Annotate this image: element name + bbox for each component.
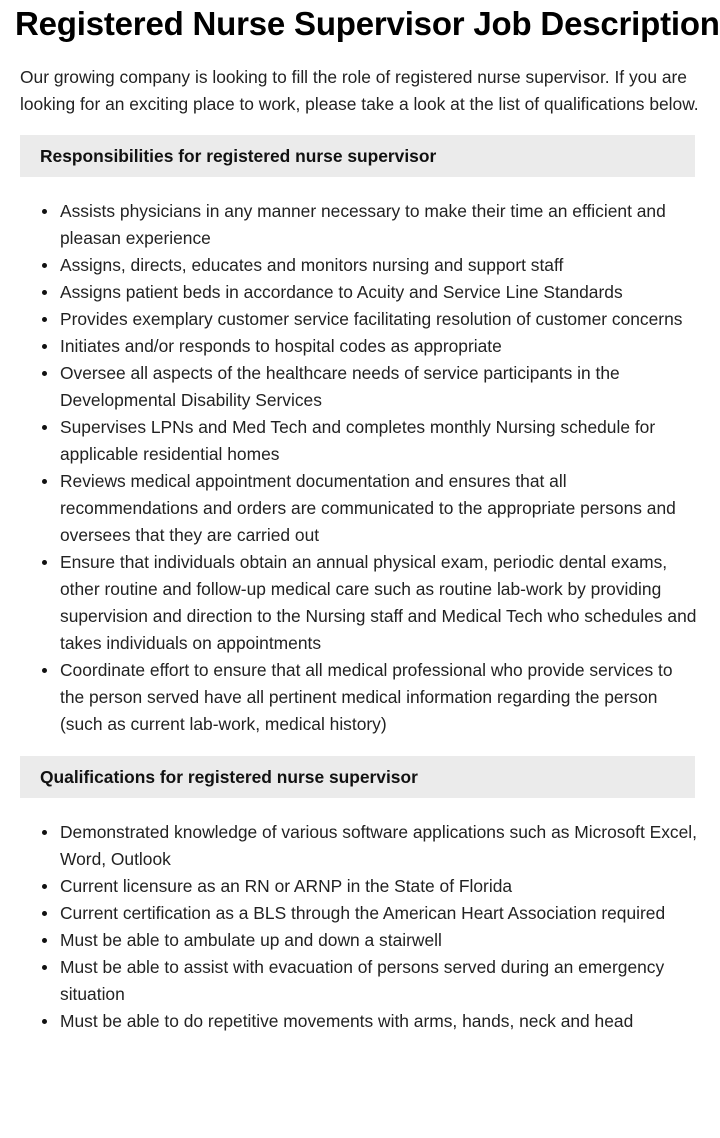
qualifications-heading: Qualifications for registered nurse supervisor [20, 756, 695, 798]
list-item: Assists physicians in any manner necessary to make their time an efficient and pleasan experience [60, 198, 700, 252]
list-item: Ensure that individuals obtain an annual physical exam, periodic dental exams, other routine and follow-up medical care such as routine lab-work by providing supervision and direction to the Nursing staff and Medical Tech who schedules and takes individuals on appointments [60, 549, 700, 657]
page-title: Registered Nurse Supervisor Job Description [15, 5, 720, 42]
list-item: Coordinate effort to ensure that all medical professional who provide services to the person served have all pertinent medical information regarding the person (such as current lab-work, medical history) [60, 657, 700, 738]
list-item: Must be able to assist with evacuation of persons served during an emergency situation [60, 954, 700, 1008]
list-item: Initiates and/or responds to hospital codes as appropriate [60, 333, 700, 360]
responsibilities-heading: Responsibilities for registered nurse supervisor [20, 135, 695, 177]
list-item: Supervises LPNs and Med Tech and completes monthly Nursing schedule for applicable residential homes [60, 414, 700, 468]
list-item: Reviews medical appointment documentation and ensures that all recommendations and orders are communicated to the appropriate persons and oversees that they are carried out [60, 468, 700, 549]
list-item: Oversee all aspects of the healthcare needs of service participants in the Developmental Disability Services [60, 360, 700, 414]
list-item: Provides exemplary customer service facilitating resolution of customer concerns [60, 306, 700, 333]
list-item: Assigns patient beds in accordance to Acuity and Service Line Standards [60, 279, 700, 306]
list-item: Demonstrated knowledge of various software applications such as Microsoft Excel, Word, Outlook [60, 819, 700, 873]
list-item: Must be able to do repetitive movements with arms, hands, neck and head [60, 1008, 700, 1035]
list-item: Current licensure as an RN or ARNP in the State of Florida [60, 873, 700, 900]
intro-paragraph: Our growing company is looking to fill the role of registered nurse supervisor. If you are looking for an exciting place to work, please take a look at the list of qualifications below. [20, 67, 699, 114]
list-item: Assigns, directs, educates and monitors nursing and support staff [60, 252, 700, 279]
list-item: Current certification as a BLS through the American Heart Association required [60, 900, 700, 927]
list-item: Must be able to ambulate up and down a stairwell [60, 927, 700, 954]
qualifications-list [20, 819, 700, 1035]
responsibilities-list [20, 198, 700, 738]
